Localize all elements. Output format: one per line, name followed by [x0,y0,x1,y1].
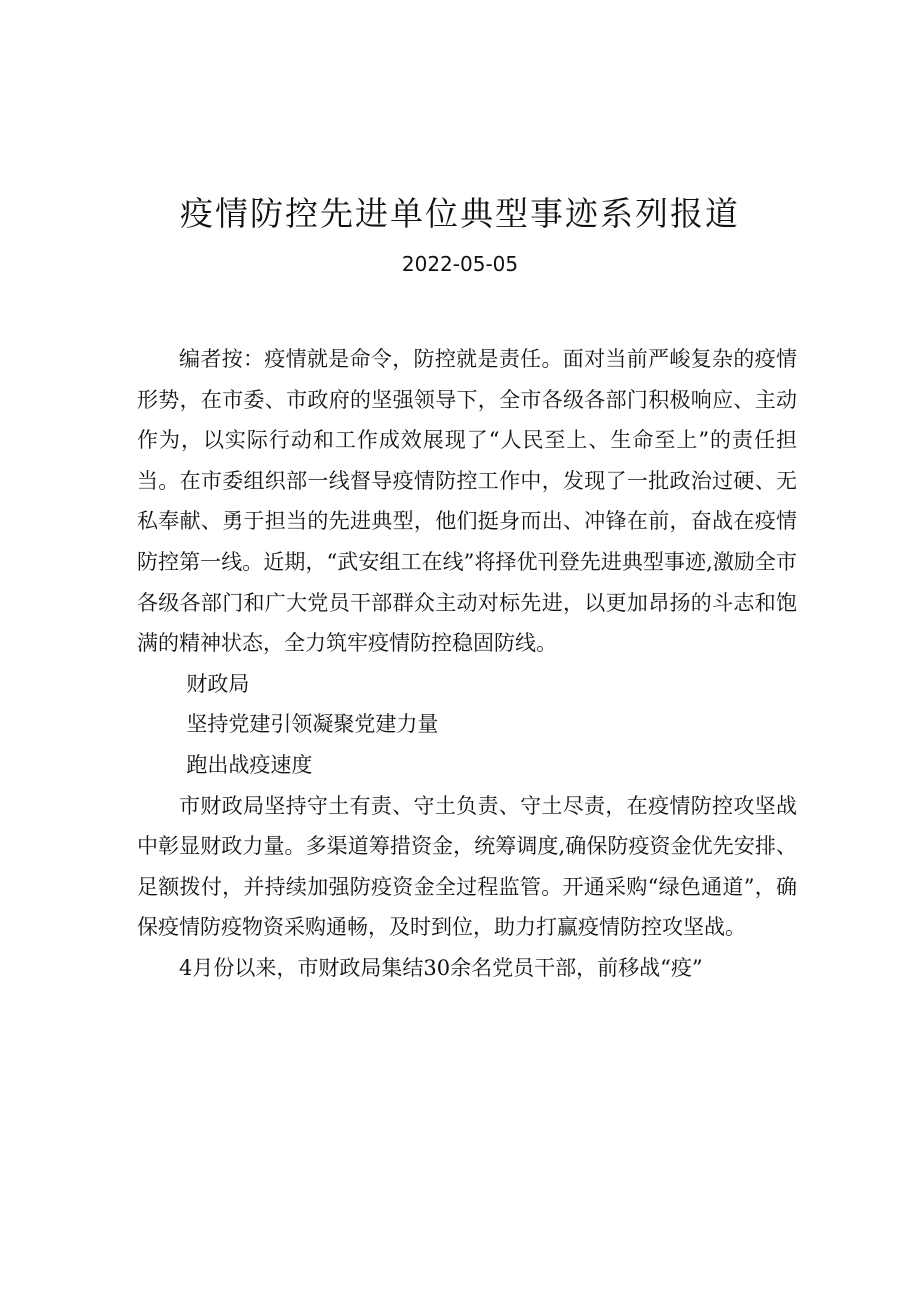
section-headline-line1: 坚持党建引领凝聚党建力量 [186,712,439,737]
body-paragraph-continued: 4月份以来，市财政局集结30余名党员干部，前移战“疫” [179,955,703,980]
article-body [137,339,797,989]
editor-note-paragraph: 编者按：疫情就是命令，防控就是责任。面对当前严峻复杂的疫情形势，在市委、市政府的坚强领导下，全市各级各部门积极响应、主动作为，以实际行动和工作成效展现了“人民至上、生命至上”的责任担当。在市委组织部一线督导疫情防控工作中，发现了一批政治过硬、无私奉献、勇于担当的先进典型，他们挺身而出、冲锋在前，奋战在疫情防控第一线。近期，“武安组工在线”将择优刊登先进典型事迹,激励全市各级各部门和广大党员干部群众主动对标先进，以更加昂扬的斗志和饱满的精神状态，全力筑牢疫情防控稳固防线。 [137,347,797,656]
document-title: 疫情防控先进单位典型事迹系列报道 [180,194,740,233]
publish-date: 2022-05-05 [401,252,519,276]
section-headline-line2: 跑出战疫速度 [186,752,313,777]
section-unit-name: 财政局 [186,671,250,696]
body-paragraph: 市财政局坚持守土有责、守土负责、守土尽责，在疫情防控攻坚战中彰显财政力量。多渠道筹措资金，统筹调度,确保防疫资金优先安排、足额拨付，并持续加强防疫资金全过程监管。开通采购“绿色通道”，确保疫情防疫物资采购通畅，及时到位，助力打赢疫情防控攻坚战。 [137,793,797,940]
